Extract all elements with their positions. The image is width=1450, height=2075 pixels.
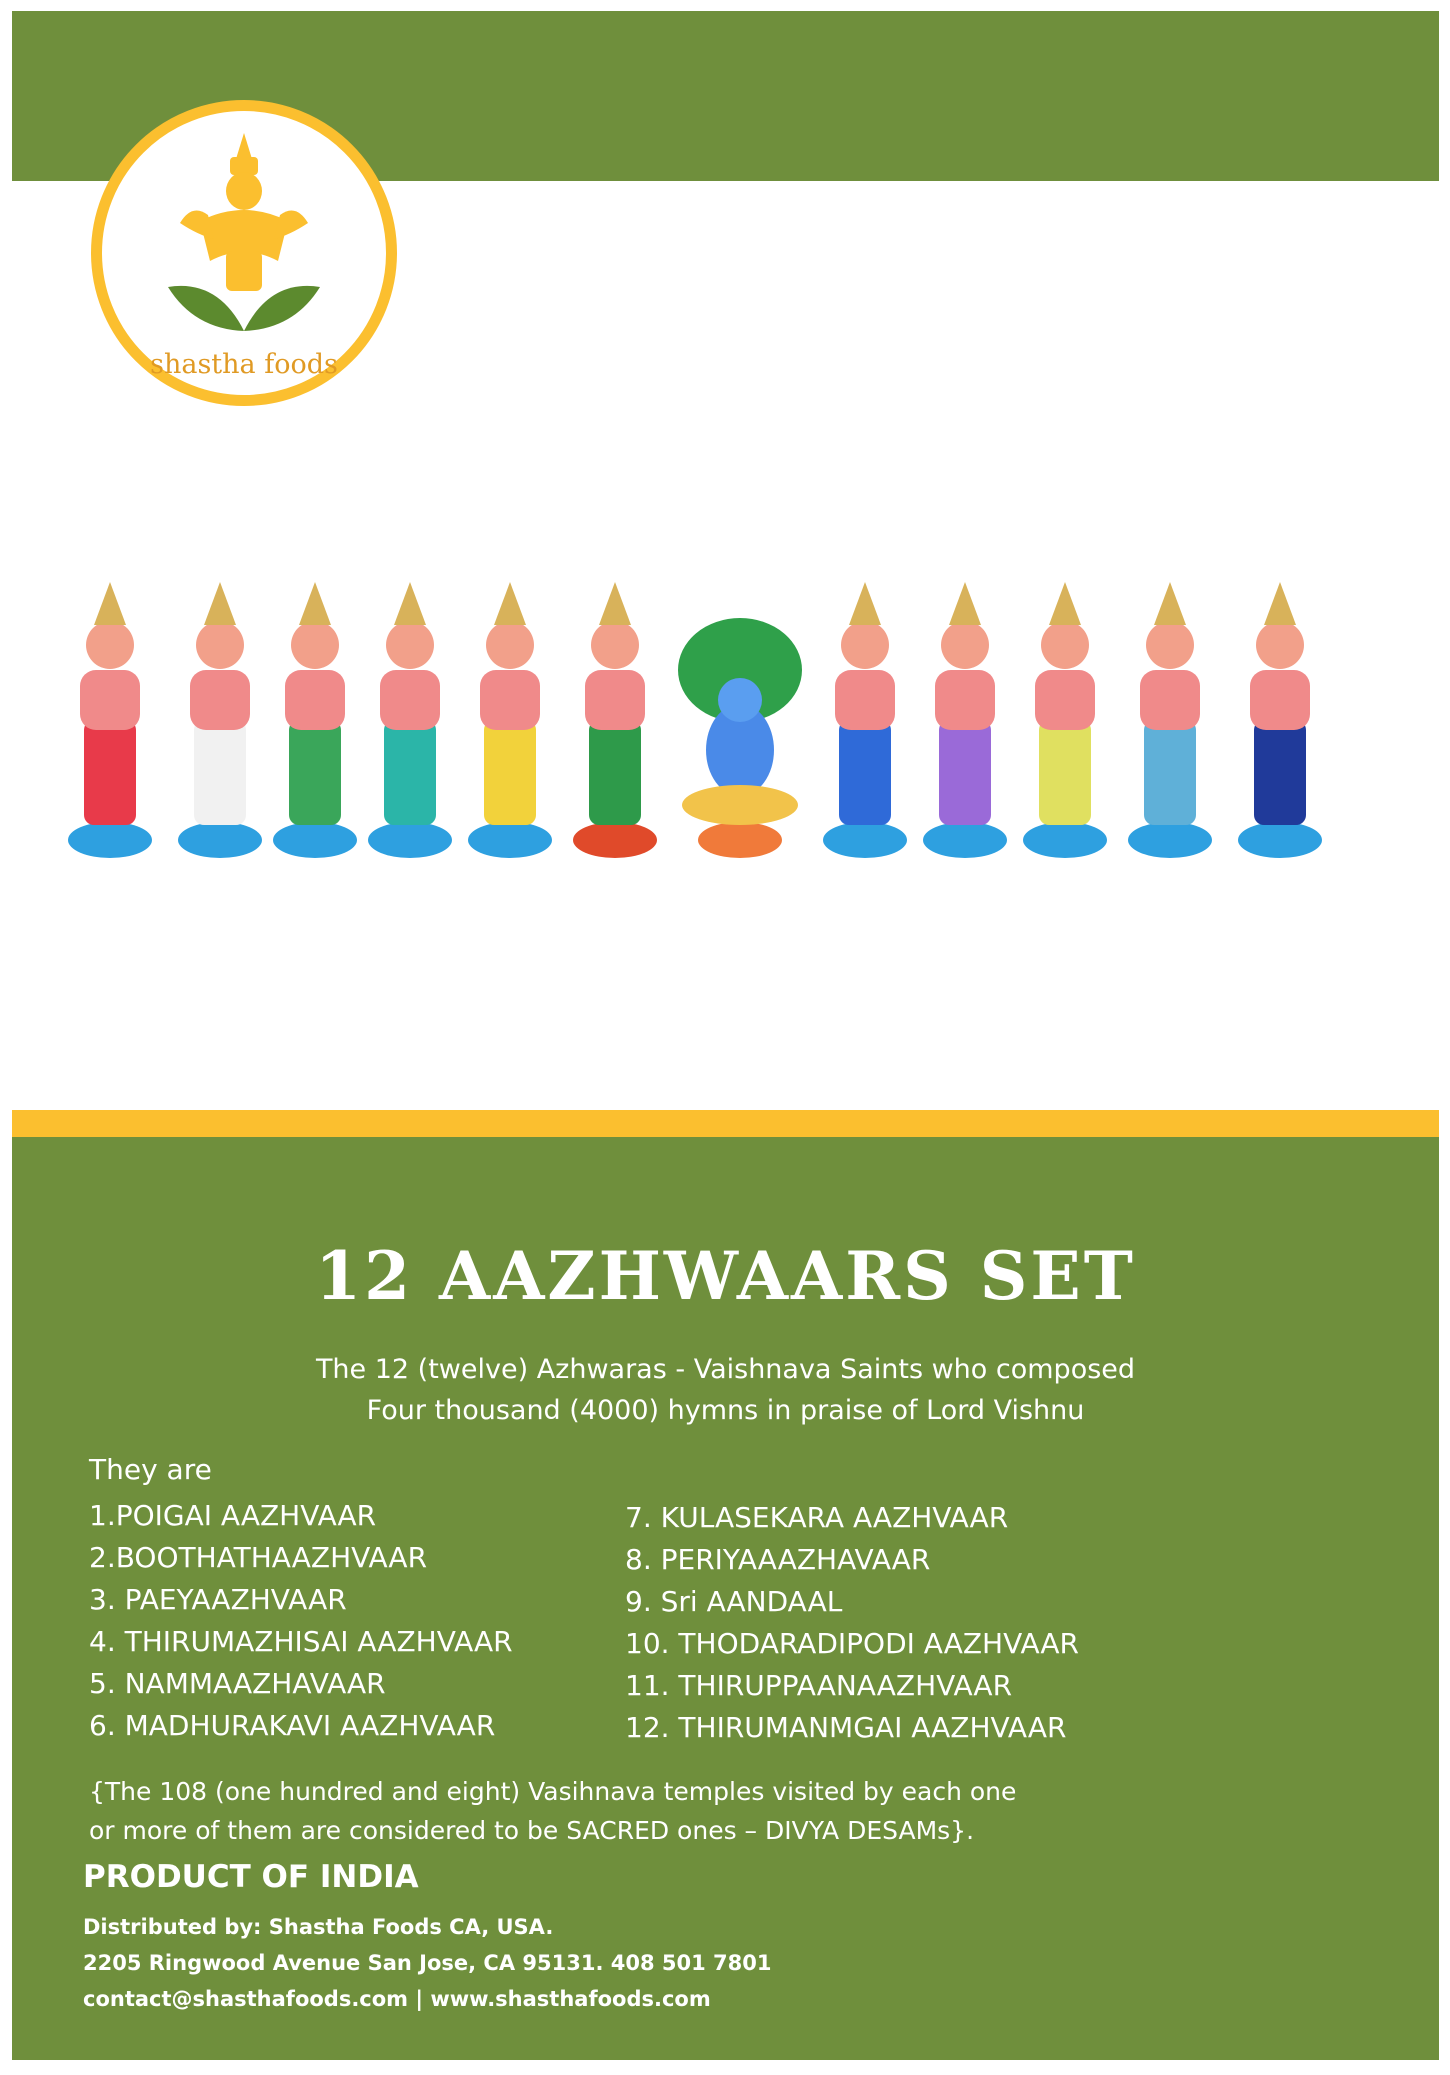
product-title: 12 AAZHWAARS SET — [315, 1237, 1136, 1315]
list-item: 6. MADHURAKAVI AAZHVAAR — [89, 1709, 496, 1742]
doll-figure — [468, 582, 552, 858]
list-item: 8. PERIYAAAZHAVAAR — [625, 1543, 931, 1576]
doll-figure — [823, 582, 907, 858]
list-item: 10. THODARADIPODI AAZHVAAR — [625, 1627, 1080, 1660]
aazhwaar-dolls-photo-icon — [60, 570, 1400, 890]
note-line: or more of them are considered to be SACRED ones – DIVYA DESAMs}. — [89, 1816, 975, 1845]
brand-logo — [91, 100, 397, 406]
doll-figure — [178, 582, 262, 858]
doll-figure — [1238, 582, 1322, 858]
distributor-info — [83, 1909, 772, 2017]
product-subtitle — [12, 1349, 1439, 1431]
distributor-contact: contact@shasthafoods.com | www.shasthafoods.com — [83, 1987, 711, 2011]
brand-name: shastha foods — [150, 349, 338, 380]
doll-figure — [68, 582, 152, 858]
subtitle-line: Four thousand (4000) hymns in praise of Lord Vishnu — [366, 1395, 1085, 1426]
divider-stripe — [12, 1110, 1439, 1137]
product-origin: PRODUCT OF INDIA — [83, 1859, 419, 1895]
list-intro: They are — [89, 1453, 212, 1486]
doll-figure — [368, 582, 452, 858]
saints-list-right — [625, 1497, 1079, 1749]
divya-desam-note — [89, 1772, 1016, 1850]
list-item: 2.BOOTHATHAAZHVAAR — [89, 1541, 428, 1574]
list-item: 4. THIRUMAZHISAI AAZHVAAR — [89, 1625, 513, 1658]
subtitle-line: The 12 (twelve) Azhwaras - Vaishnava Saints who composed — [315, 1354, 1136, 1385]
list-item: 7. KULASEKARA AAZHVAAR — [625, 1501, 1009, 1534]
product-info-panel — [12, 1137, 1439, 2060]
doll-figure — [1023, 582, 1107, 858]
list-item: 1.POIGAI AAZHVAAR — [89, 1499, 377, 1532]
list-item: 11. THIRUPPAANAAZHVAAR — [625, 1669, 1013, 1702]
distributor-line: Distributed by: Shastha Foods CA, USA. — [83, 1915, 554, 1939]
list-item: 3. PAEYAAZHVAAR — [89, 1583, 347, 1616]
doll-figure — [923, 582, 1007, 858]
doll-figure — [1128, 582, 1212, 858]
list-item: 5. NAMMAAZHAVAAR — [89, 1667, 386, 1700]
list-item: 12. THIRUMANMGAI AAZHVAAR — [625, 1711, 1067, 1744]
doll-figure — [678, 618, 802, 858]
list-item: 9. Sri AANDAAL — [625, 1585, 843, 1618]
doll-figure — [573, 582, 657, 858]
doll-figure — [273, 582, 357, 858]
saints-list-left — [89, 1495, 513, 1747]
distributor-address: 2205 Ringwood Avenue San Jose, CA 95131. 408 501 7801 — [83, 1951, 772, 1975]
note-line: {The 108 (one hundred and eight) Vasihnava temples visited by each one — [89, 1777, 1017, 1806]
